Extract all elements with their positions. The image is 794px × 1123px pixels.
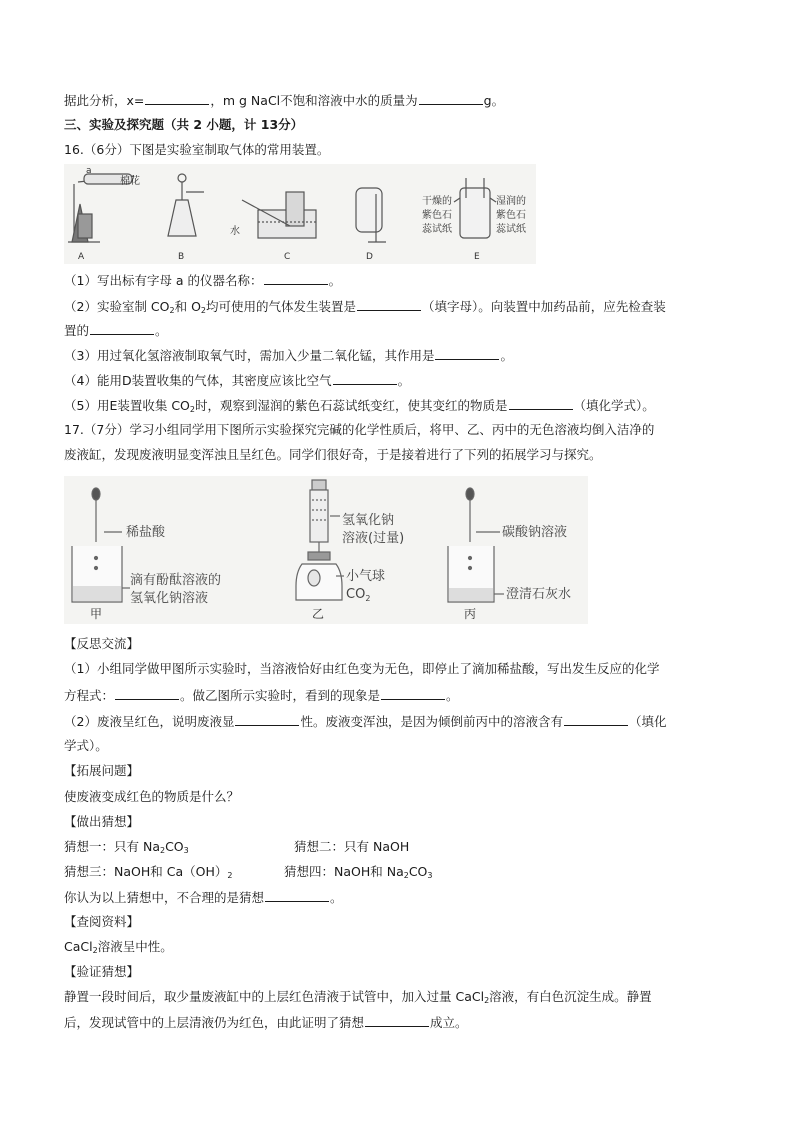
text: （填化 [628, 714, 667, 729]
text: CaCl [64, 939, 93, 954]
caption-jia: 甲 [90, 607, 103, 621]
text: 你认为以上猜想中，不合理的是猜想 [64, 890, 265, 905]
label-wet-paper-3: 蕊试纸 [496, 224, 526, 235]
label-naoh-2: 溶液(过量) [342, 531, 405, 546]
caption-bing: 丙 [464, 607, 477, 621]
text: （填字母）。向装置中加药品前，应先检查装 [422, 299, 666, 314]
label-balloon: 小气球 [346, 569, 386, 584]
answer-blank[interactable] [509, 396, 573, 410]
label-dilute-hcl: 稀盐酸 [126, 525, 166, 540]
text: 时，观察到湿润的紫色石蕊试纸变红，使其变红的物质是 [195, 398, 508, 413]
heading-extension: 【拓展问题】 [64, 763, 140, 778]
label-naoh-1: 氢氧化钠 [342, 513, 395, 528]
text: （2）废液呈红色，说明废液显 [64, 714, 235, 729]
extension-question: 使废液变成红色的物质是什么？ [64, 789, 240, 804]
text: 成立。 [430, 1015, 468, 1030]
text: （1）写出标有字母 a 的仪器名称： [64, 273, 263, 288]
text: 方程式： [64, 688, 115, 703]
label-water: 水 [230, 226, 240, 237]
text: （填化学式）。 [573, 398, 655, 413]
letter-d: D [366, 252, 373, 262]
label-limewater: 澄清石灰水 [506, 587, 572, 602]
answer-blank[interactable] [435, 346, 499, 360]
q16-part-2: （2）实验室制 $CO_2$和 $O_2$均可使用的气体发生装置是 （填字母）。向装置中加药品前，应先检查装 [64, 299, 666, 315]
text: 溶液呈中性。 [97, 939, 173, 954]
answer-blank[interactable] [265, 888, 329, 902]
text: ，m g NaCl不饱和溶液中水的质量为 [210, 93, 418, 108]
experiment-figure [64, 476, 588, 624]
text: 据此分析，x= [64, 93, 145, 108]
text: 后，发现试管中的上层清液仍为红色，由此证明了猜想 [64, 1015, 365, 1030]
q16-part-2-cont [64, 321, 168, 340]
reflection-1-line-1: （1）小组同学做甲图所示实验时，当溶液恰好由红色变为无色，即停止了滴加稀盐酸，写出发生反应的化学 [64, 661, 660, 676]
answer-blank[interactable] [381, 686, 445, 700]
answer-blank[interactable] [357, 297, 421, 311]
text: 静置一段时间后，取少量废液缸中的上层红色清液于试管中，加入过量 CaCl [64, 989, 485, 1004]
label-phenol-naoh-2: 氢氧化钠溶液 [130, 591, 209, 606]
text: g。 [483, 93, 505, 108]
question-16-title: 16.（6分）下图是实验室制取气体的常用装置。 [64, 142, 330, 157]
answer-blank[interactable] [115, 686, 179, 700]
q16-part-3 [64, 346, 513, 365]
answer-blank[interactable] [145, 91, 209, 105]
text: 猜想三：NaOH和 Ca（OH） [64, 864, 228, 879]
letter-c: C [284, 252, 291, 262]
experiment-diagram [64, 476, 588, 624]
answer-blank[interactable] [564, 712, 628, 726]
text: 猜想四：NaOH和 Na [284, 864, 404, 879]
hypothesis-judgement [64, 888, 343, 907]
hypothesis-2: 猜想二：只有 NaOH [294, 839, 410, 854]
reflection-2-line-2: 学式）。 [64, 738, 108, 753]
heading-reflection: 【反思交流】 [64, 636, 140, 651]
answer-blank[interactable] [264, 271, 328, 285]
label-dry-paper-3: 蕊试纸 [422, 224, 452, 235]
text: 。 [446, 688, 459, 703]
question-17-line-1: 17.（7分）学习小组同学用下图所示实验探究完碱的化学性质后，将甲、乙、丙中的无色溶液均倒入洁净的 [64, 422, 655, 437]
text: 溶液，有白色沉淀生成。静置 [489, 989, 652, 1004]
text: （3）用过氧化氢溶液制取氧气时，需加入少量二氧化锰，其作用是 [64, 348, 435, 363]
hypothesis-3: 猜想三：NaOH和 $Ca(OH)_2$ [64, 864, 233, 880]
text: 。 [500, 348, 513, 363]
text: 。 [328, 273, 342, 288]
hypothesis-1: 猜想一：只有 $Na_2CO_3$ [64, 839, 189, 855]
label-wet-paper-1: 湿润的 [496, 196, 526, 207]
reflection-1-line-2 [64, 686, 459, 705]
text: 和 O [174, 299, 201, 314]
answer-blank[interactable] [419, 91, 483, 105]
reflection-2-line-1 [64, 712, 667, 731]
reference-cacl2: CaCl$_2$溶液呈中性。 [64, 939, 173, 955]
verify-line-1: 静置一段时间后，取少量废液缸中的上层红色清液于试管中，加入过量 CaCl$_2$溶液，有白色沉淀生成。静置 [64, 989, 652, 1005]
section-heading: 三、实验及探究题（共 2 小题，计 13分） [64, 117, 304, 132]
label-co2: $CO_2$ [346, 587, 371, 603]
question-17-line-2: 废液缸，发现废液明显变浑浊且呈红色。同学们很好奇，于是接着进行了下列的拓展学习与探究。 [64, 447, 602, 462]
heading-verify: 【验证猜想】 [64, 964, 140, 979]
text: 猜想一：只有 Na [64, 839, 160, 854]
letter-a: A [78, 252, 85, 262]
verify-line-2 [64, 1013, 468, 1032]
letter-b: B [178, 252, 185, 262]
label-dry-paper-2: 紫色石 [422, 210, 452, 221]
text: 。 [155, 323, 168, 338]
q16-part-5: （5）用E装置收集 $CO_2$时，观察到湿润的紫色石蕊试纸变红，使其变红的物质是 （填化学式）。 [64, 398, 655, 414]
answer-blank[interactable] [333, 371, 397, 385]
label-wet-paper-2: 紫色石 [496, 210, 526, 221]
label-na2co3: 碳酸钠溶液 [502, 525, 568, 540]
text: CO [408, 864, 428, 879]
apparatus-diagram [64, 164, 536, 264]
apparatus-figure [64, 164, 536, 264]
label-cotton: 棉花 [120, 176, 140, 187]
label-dry-paper-1: 干燥的 [422, 196, 452, 207]
letter-e: E [474, 252, 480, 262]
text: （5）用E装置收集 CO [64, 398, 190, 413]
line-water-mass [64, 91, 504, 110]
text: 置的 [64, 323, 90, 338]
answer-blank[interactable] [235, 712, 299, 726]
text: 。做乙图所示实验时，看到的现象是 [180, 688, 381, 703]
text: CO [165, 839, 184, 854]
text: （2）实验室制 CO [64, 299, 170, 314]
label-phenol-naoh-1: 滴有酚酞溶液的 [130, 573, 222, 588]
caption-yi: 乙 [312, 607, 325, 621]
q16-part-4 [64, 371, 410, 390]
heading-hypothesis: 【做出猜想】 [64, 814, 140, 829]
hypothesis-4: 猜想四：NaOH和 $Na_2CO_3$ [284, 864, 433, 880]
q16-part-1 [64, 271, 341, 290]
answer-blank[interactable] [90, 321, 154, 335]
label-a: a [86, 166, 92, 176]
text: 。 [330, 890, 343, 905]
text: （4）能用D装置收集的气体，其密度应该比空气 [64, 373, 332, 388]
text: 性。废液变浑浊，是因为倾倒前丙中的溶液含有 [300, 714, 563, 729]
text: 均可使用的气体发生装置是 [206, 299, 357, 314]
answer-blank[interactable] [365, 1013, 429, 1027]
heading-references: 【查阅资料】 [64, 914, 140, 929]
text: 。 [397, 373, 411, 388]
